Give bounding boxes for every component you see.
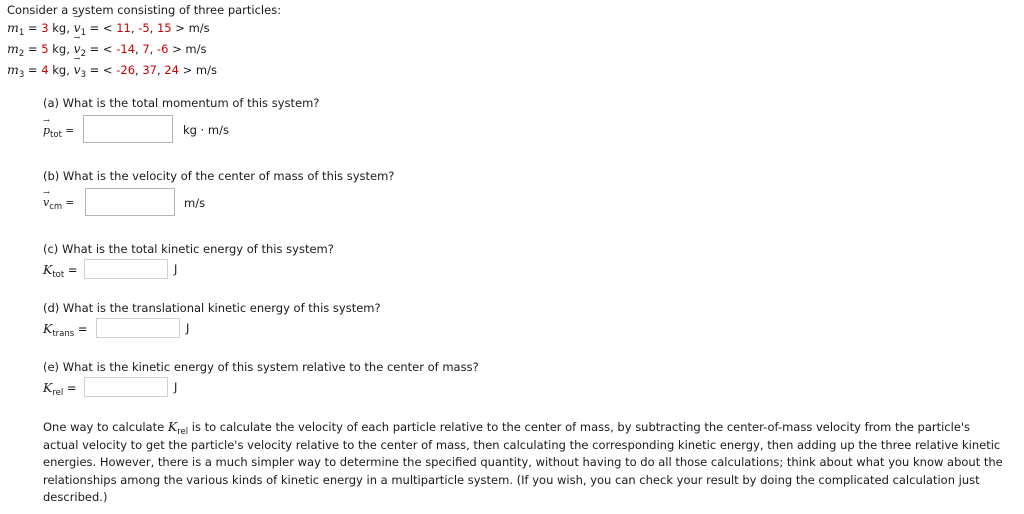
particle-1-vx: 11 xyxy=(116,21,131,35)
question-e: (e) What is the kinetic energy of this system relative to the center of mass? xyxy=(43,360,479,374)
particle-1-mass: 3 xyxy=(41,21,49,35)
question-b: (b) What is the velocity of the center of mass of this system? xyxy=(43,169,395,183)
particle-2-vz: -6 xyxy=(156,42,169,56)
unit-a: kg · m/s xyxy=(183,123,229,137)
particle-3-mass: 4 xyxy=(41,63,49,77)
velocity-vector-icon: → v xyxy=(74,41,81,56)
question-d: (d) What is the translational kinetic energy of this system? xyxy=(43,301,381,315)
problem-intro: Consider a system consisting of three particles: xyxy=(7,3,282,17)
unit-c: J xyxy=(174,262,178,276)
answer-c-input[interactable] xyxy=(84,259,168,279)
particle-3-vz: 24 xyxy=(164,63,179,77)
momentum-vector-icon: → p xyxy=(43,124,50,137)
unit-e: J xyxy=(174,380,178,394)
label-k-rel: $K_{rel}$ = xyxy=(43,380,77,398)
label-p-tot: → $p_{tot}$ = xyxy=(43,124,74,137)
particle-1-vy: -5 xyxy=(138,21,150,35)
velocity-vector-icon: → v xyxy=(74,62,81,77)
answer-d-input[interactable] xyxy=(96,318,180,338)
particle-2-vy: 7 xyxy=(142,42,150,56)
particle-2-line: $m_2 = 5$ kg, → $v_2$ = < -14, 7, -6 > m/s xyxy=(7,41,206,56)
particle-3-vy: 37 xyxy=(142,63,157,77)
particle-3-line: $m_3 = 4$ kg, → $v_3$ = < -26, 37, 24 > m/s xyxy=(7,62,217,77)
particle-3-vx: -26 xyxy=(116,63,136,77)
unit-d: J xyxy=(186,321,190,335)
unit-b: m/s xyxy=(184,196,206,210)
answer-a-input[interactable] xyxy=(83,115,173,143)
particle-1-line: $m_1 = 3$ kg, → $v_1$ = < 11, -5, 15 > m/s xyxy=(7,20,210,35)
particle-1-vz: 15 xyxy=(156,21,172,35)
particle-2-mass: 5 xyxy=(41,42,49,56)
hint-paragraph: One way to calculate $K_{rel}$ is to calculate the velocity of each particle relative to the center of mass, by subtracting the center-of-mass velocity from the particle's actual velocity to get the particle's velocity relative to the center of mass, then calculating the corresponding kinetic energy, then adding up the three relative kinetic energies. However, there is a much simpler way to determine the specified quantity, without having to do all those calculations; think about what you know about the relationships among the various kinds of kinetic energy in a multiparticle system. (If you wish, you can check your result by doing the complicated calculation just described.) xyxy=(43,419,1003,504)
question-a: (a) What is the total momentum of this system? xyxy=(43,96,320,110)
answer-b-input[interactable] xyxy=(85,188,175,216)
answer-e-input[interactable] xyxy=(84,377,168,397)
velocity-vector-icon: → v xyxy=(74,20,81,35)
label-k-tot: $K_{tot}$ = xyxy=(43,262,78,280)
question-c: (c) What is the total kinetic energy of this system? xyxy=(43,242,334,256)
label-k-trans: $K_{trans}$ = xyxy=(43,321,88,339)
particle-2-vx: -14 xyxy=(116,42,136,56)
label-v-cm: → $v_{cm}$ = xyxy=(43,196,74,209)
velocity-vector-icon: → v xyxy=(43,196,49,209)
